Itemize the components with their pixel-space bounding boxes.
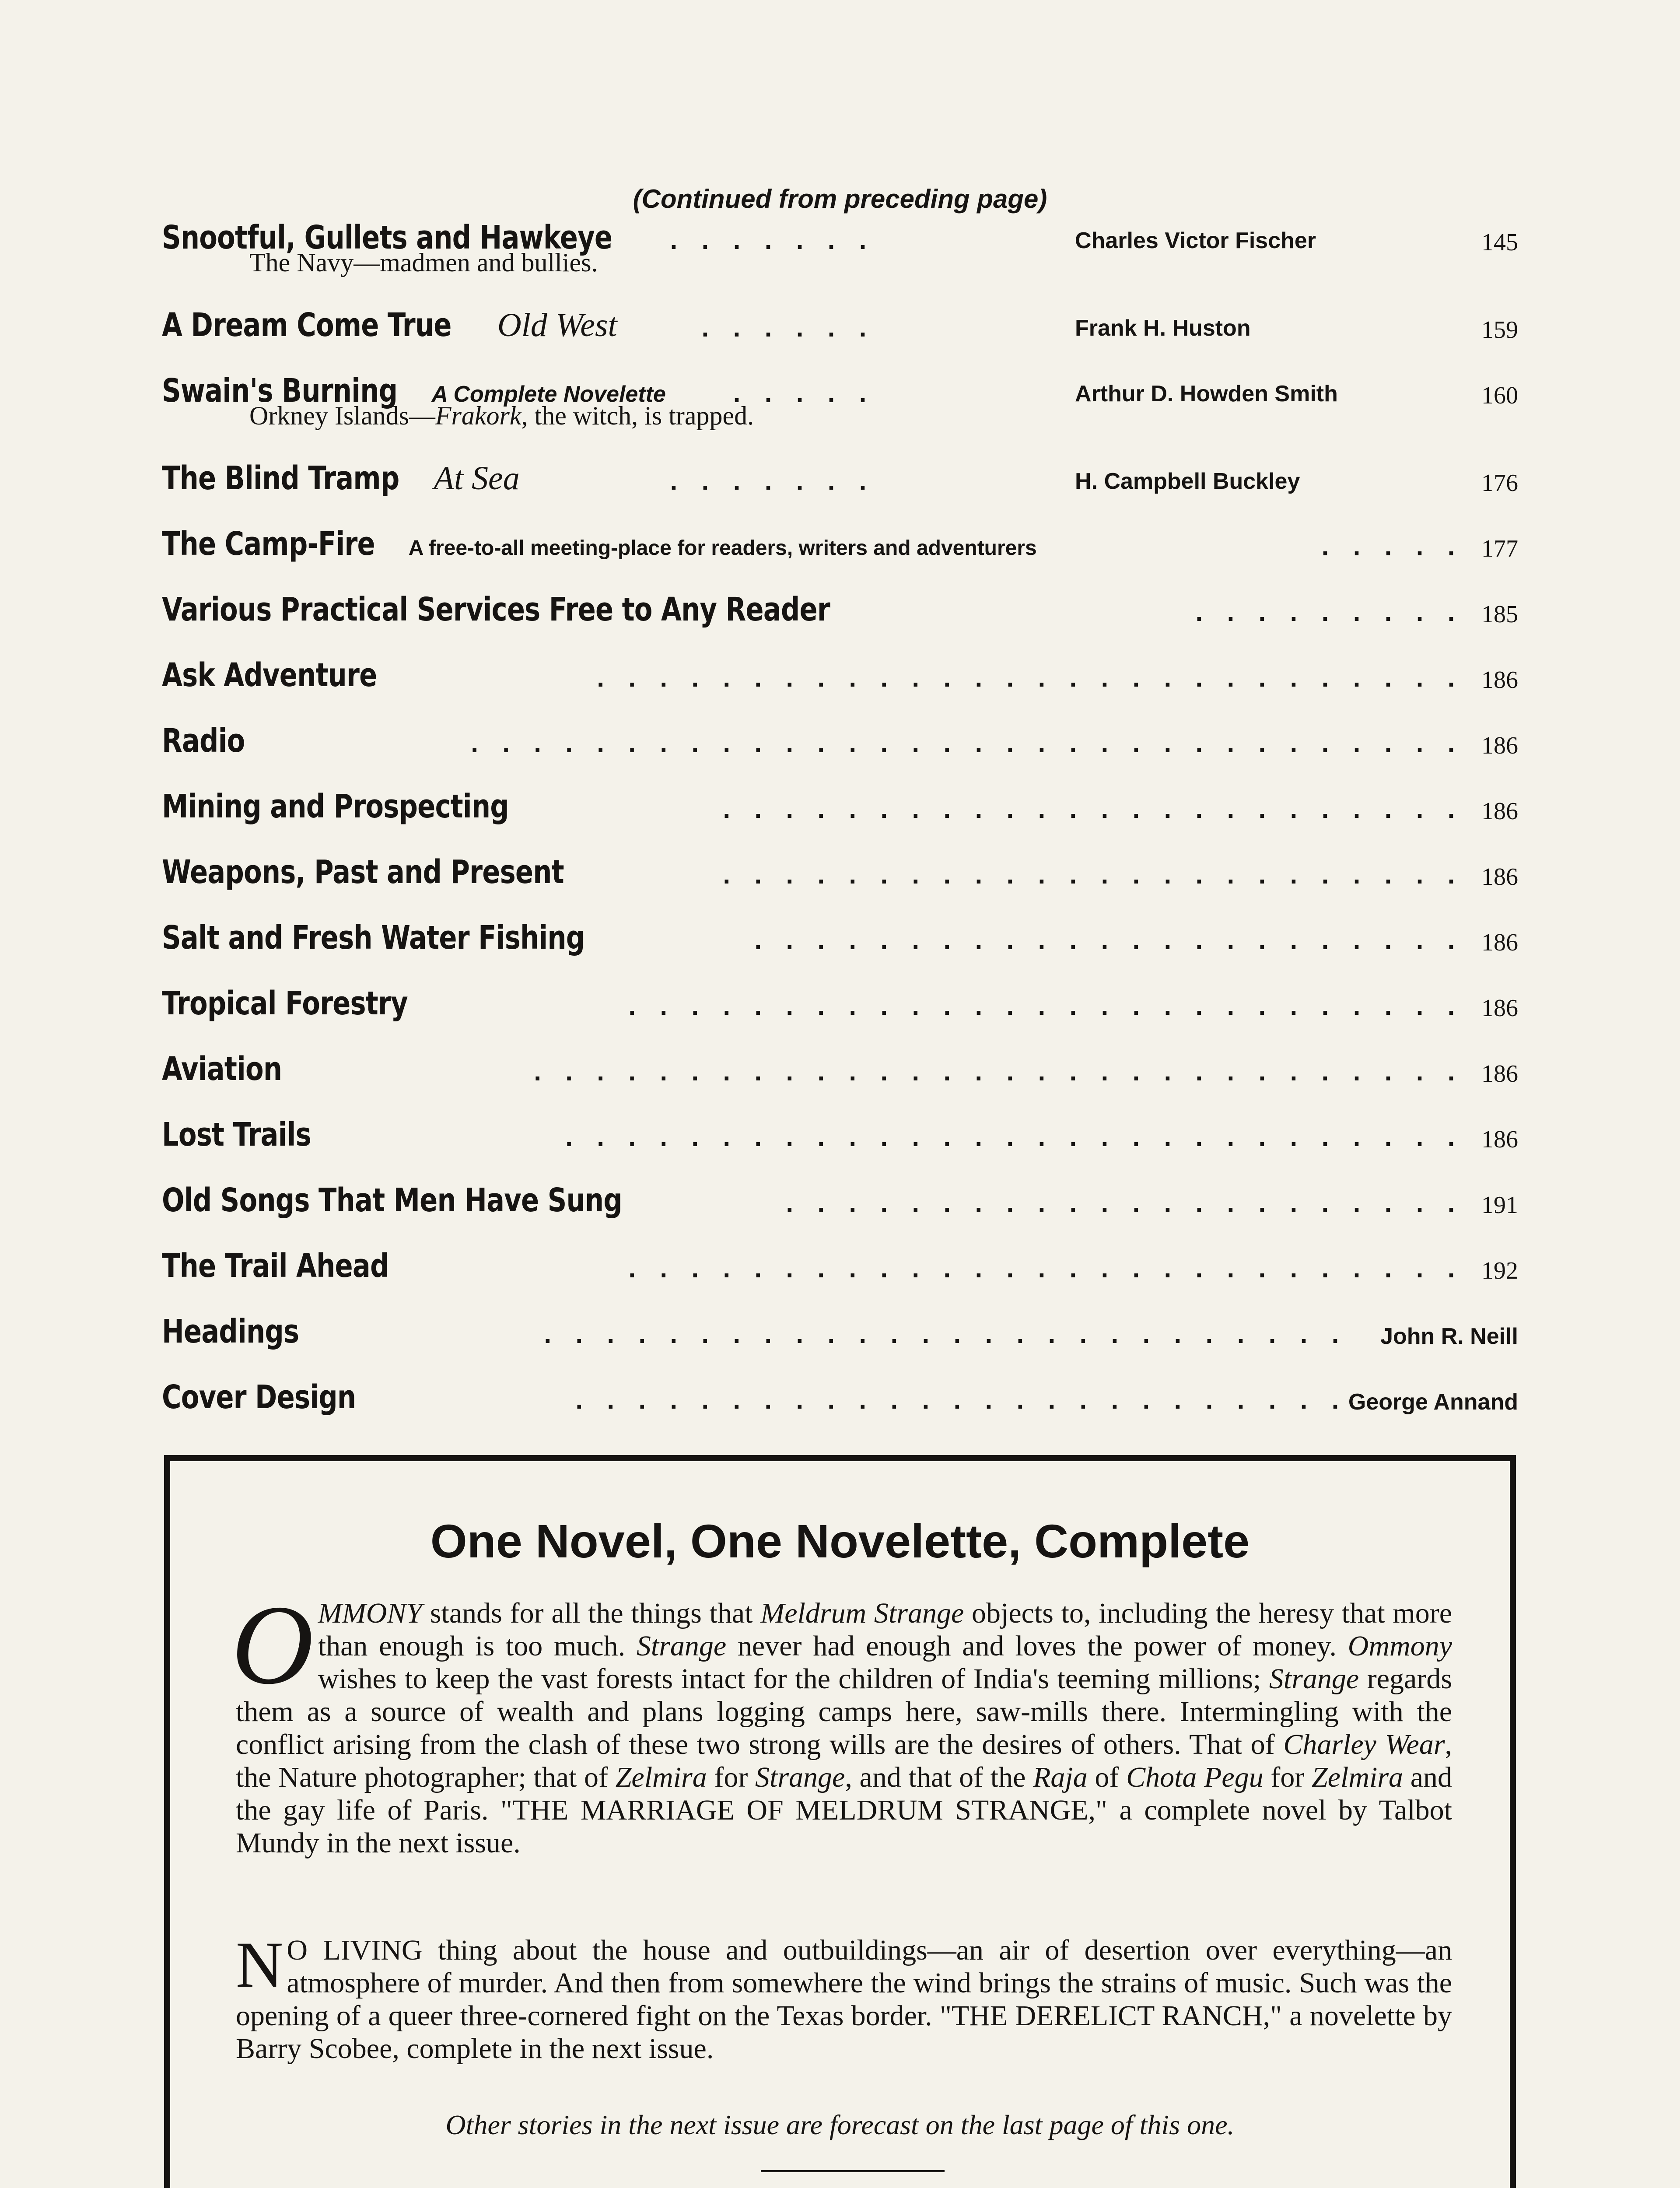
toc-entry bbox=[162, 1116, 344, 1154]
novel-blurb bbox=[231, 1582, 1452, 1859]
toc-title: The Trail Ahead bbox=[162, 1247, 389, 1285]
toc-title: Mining and Prospecting bbox=[162, 788, 509, 825]
toc-entry bbox=[162, 656, 424, 694]
toc-title: A Dream Come True bbox=[162, 306, 452, 344]
toc-row bbox=[162, 459, 1518, 525]
dot-leader: . . . . . . bbox=[697, 315, 871, 345]
blurb-italic: Meldrum Strange bbox=[760, 1597, 964, 1629]
subtitle-italic: Frakork bbox=[435, 401, 522, 430]
blurb-italic: Ommony bbox=[1348, 1630, 1452, 1662]
blurb-text: regards them as a source of wealth and plans logging camps here, saw-mills there. Intermingling with the conflict arising from the clash of these two strong wills are the desires of others. That of bbox=[236, 1663, 1452, 1760]
dot-leader: . . . . . bbox=[1317, 534, 1459, 564]
toc-genre: Old West bbox=[497, 307, 617, 344]
toc-entry bbox=[162, 525, 1037, 563]
toc-entry bbox=[162, 591, 976, 628]
toc-author: H. Campbell Buckley bbox=[1075, 469, 1300, 494]
toc-description: A free-to-all meeting-place for readers, writers and adventurers bbox=[408, 536, 1037, 560]
toc-entry bbox=[162, 722, 263, 760]
subtitle-text: , the witch, is trapped. bbox=[521, 401, 754, 430]
toc-genre: A Complete Novelette bbox=[431, 382, 666, 407]
blurb-text: wishes to keep the vast forests intact for the children of India's teeming millions; bbox=[318, 1663, 1269, 1695]
toc-page-number: 160 bbox=[1481, 382, 1518, 409]
blurb-italic: Raja bbox=[1033, 1761, 1088, 1793]
toc-row bbox=[162, 985, 1518, 1050]
toc-entry bbox=[162, 1378, 399, 1416]
toc-author: Charles Victor Fischer bbox=[1075, 228, 1316, 253]
toc-page-number: 186 bbox=[1481, 1060, 1518, 1087]
drop-cap-o: O bbox=[231, 1582, 314, 1708]
toc-genre: At Sea bbox=[434, 460, 520, 497]
toc-row bbox=[162, 372, 1518, 437]
dot-leader: . . . . . . . . . . . . . . . . . . . . . . . . . . . . . . bbox=[529, 1059, 1459, 1089]
blurb-text: of bbox=[1087, 1761, 1127, 1793]
blurb-italic: Strange bbox=[755, 1761, 845, 1793]
dot-leader: . . . . . . . . . . . . . . . . . . . . . . . . . bbox=[571, 1387, 1343, 1417]
toc-page-number: 186 bbox=[1481, 798, 1518, 825]
toc-author: John R. Neill bbox=[1380, 1324, 1518, 1349]
divider-rule bbox=[761, 2170, 945, 2172]
toc-page-number: 191 bbox=[1481, 1192, 1518, 1219]
toc-row bbox=[162, 591, 1518, 656]
forecast-note: Other stories in the next issue are forecast on the last page of this one. bbox=[445, 2109, 1235, 2140]
toc-author: George Annand bbox=[1348, 1389, 1518, 1415]
blurb-text: stands for all the things that bbox=[422, 1597, 761, 1629]
next-issue-box bbox=[164, 1455, 1516, 2188]
toc-page-number: 176 bbox=[1481, 470, 1518, 497]
toc-page-number: 192 bbox=[1481, 1257, 1518, 1284]
toc-row bbox=[162, 919, 1518, 984]
blurb-italic: Zelmira bbox=[1312, 1761, 1404, 1793]
blurb-text: for bbox=[1263, 1761, 1312, 1793]
toc-author: Frank H. Huston bbox=[1075, 316, 1251, 341]
toc-row bbox=[162, 306, 1518, 372]
toc-title: Various Practical Services Free to Any Reader bbox=[162, 591, 830, 628]
toc-page-number: 186 bbox=[1481, 863, 1518, 891]
toc-page-number: 145 bbox=[1481, 229, 1518, 256]
toc-page-number: 186 bbox=[1481, 666, 1518, 694]
toc-title: The Camp-Fire bbox=[162, 525, 375, 563]
dot-leader: . . . . . bbox=[728, 381, 871, 410]
blurb-italic: Chota Pegu bbox=[1126, 1761, 1264, 1793]
dot-leader: . . . . . . . . . . . . . . . . . . . . . . . . bbox=[718, 796, 1459, 826]
dot-leader: . . . . . . . bbox=[665, 468, 871, 498]
toc-title: Tropical Forestry bbox=[162, 985, 408, 1022]
dot-leader: . . . . . . . . . . . . . . . . . . . . . . . . . . . . . bbox=[561, 1125, 1459, 1154]
dot-leader: . . . . . . . . . . . . . . . . . . . . . . . . . . . bbox=[624, 993, 1459, 1023]
toc-page-number: 159 bbox=[1481, 316, 1518, 344]
dot-leader: . . . . . . . . . . . . . . . . . . . . . . bbox=[781, 1190, 1459, 1220]
novelette-blurb bbox=[236, 1929, 1452, 2065]
toc-entry bbox=[162, 459, 520, 498]
toc-title: Radio bbox=[162, 722, 245, 760]
toc-row bbox=[162, 1378, 1518, 1444]
dot-leader: . . . . . . . . . bbox=[1191, 600, 1459, 629]
blurb-text: never had enough and loves the power of money. bbox=[726, 1630, 1348, 1662]
toc-row bbox=[162, 1247, 1518, 1312]
dot-leader: . . . . . . . . . . . . . . . . . . . . . . . bbox=[750, 928, 1459, 957]
toc-row bbox=[162, 219, 1518, 284]
toc-row bbox=[162, 853, 1518, 919]
toc-entry bbox=[162, 985, 462, 1022]
toc-page-number: 186 bbox=[1481, 929, 1518, 956]
toc-page-number: 186 bbox=[1481, 1126, 1518, 1153]
toc-row bbox=[162, 525, 1518, 590]
toc-entry bbox=[162, 306, 617, 344]
toc-title: Salt and Fresh Water Fishing bbox=[162, 919, 585, 957]
box-title: One Novel, One Novelette, Complete bbox=[430, 1515, 1250, 1567]
blurb-text: for bbox=[707, 1761, 756, 1793]
toc-entry bbox=[162, 919, 677, 957]
toc-page-number: 186 bbox=[1481, 995, 1518, 1022]
toc-row bbox=[162, 788, 1518, 853]
toc-title: Snootful, Gullets and Hawkeye bbox=[162, 219, 612, 256]
subtitle-text: The Navy—madmen and bullies. bbox=[249, 248, 598, 277]
dot-leader: . . . . . . . . . . . . . . . . . . . . . . . . . . . . . . . . bbox=[466, 731, 1459, 761]
drop-cap-n: N bbox=[236, 1929, 284, 2001]
toc-entry bbox=[162, 1313, 329, 1350]
toc-title: Swain's Burning bbox=[162, 372, 398, 410]
toc-subtitle bbox=[249, 248, 598, 278]
blurb-italic: Zelmira bbox=[615, 1761, 707, 1793]
toc-entry bbox=[162, 1182, 723, 1219]
dot-leader: . . . . . . . . . . . . . . . . . . . . . . . . bbox=[718, 862, 1459, 892]
novelette-text: O LIVING thing about the house and outbuildings—an air of desertion over everything—an atmosphere of murder. And then from somewhere the wind brings the strains of music. Such was the opening of a queer three-cornered fight on the Texas border. "THE DERELICT RANCH," a novelette by Barry Scobee, complete in the next issue. bbox=[236, 1934, 1452, 2065]
blurb-italic: Strange bbox=[636, 1630, 727, 1662]
blurb-text: and the gay life of Paris. "THE MARRIAGE OF MELDRUM STRANGE," a complete novel by Talbot Mundy in the next issue. bbox=[236, 1761, 1452, 1859]
toc-page-number: 186 bbox=[1481, 732, 1518, 759]
toc-row bbox=[162, 1313, 1518, 1378]
toc-row bbox=[162, 722, 1518, 787]
blurb-italic: MMONY bbox=[318, 1597, 423, 1629]
toc-title: Headings bbox=[162, 1313, 299, 1350]
continued-note: (Continued from preceding page) bbox=[633, 184, 1047, 214]
toc-page-number: 177 bbox=[1481, 535, 1518, 562]
toc-entry bbox=[162, 1050, 308, 1088]
toc-page-number: 185 bbox=[1481, 601, 1518, 628]
toc-entry bbox=[162, 1247, 438, 1285]
toc-title: Cover Design bbox=[162, 1378, 356, 1416]
dot-leader: . . . . . . . . . . . . . . . . . . . . . . . . . . bbox=[539, 1322, 1343, 1351]
toc-row bbox=[162, 656, 1518, 722]
toc-entry bbox=[162, 853, 652, 891]
toc-title: Old Songs That Men Have Sung bbox=[162, 1182, 622, 1219]
toc-title: Ask Adventure bbox=[162, 656, 377, 694]
dot-leader: . . . . . . . bbox=[665, 228, 871, 257]
toc-entry bbox=[162, 788, 585, 825]
blurb-italic: Strange bbox=[1269, 1663, 1359, 1695]
toc-title: Aviation bbox=[162, 1050, 282, 1088]
toc-row bbox=[162, 1182, 1518, 1247]
blurb-text: , and that of the bbox=[845, 1761, 1033, 1793]
toc-title: The Blind Tramp bbox=[162, 459, 399, 497]
toc-author: Arthur D. Howden Smith bbox=[1075, 381, 1338, 407]
subtitle-text: Orkney Islands— bbox=[249, 401, 435, 430]
toc-title: Weapons, Past and Present bbox=[162, 853, 564, 891]
blurb-text: objects to, including the heresy that more than enough is too much. bbox=[318, 1597, 1452, 1662]
blurb-text: , the Nature photographer; that of bbox=[236, 1729, 1452, 1793]
toc-subtitle bbox=[249, 401, 754, 431]
blurb-italic: Charley Wear bbox=[1283, 1729, 1445, 1760]
toc-title: Lost Trails bbox=[162, 1116, 311, 1154]
dot-leader: . . . . . . . . . . . . . . . . . . . . . . . . . . . . bbox=[592, 665, 1459, 695]
dot-leader: . . . . . . . . . . . . . . . . . . . . . . . . . . . bbox=[624, 1256, 1459, 1286]
toc-row bbox=[162, 1050, 1518, 1115]
toc-row bbox=[162, 1116, 1518, 1181]
